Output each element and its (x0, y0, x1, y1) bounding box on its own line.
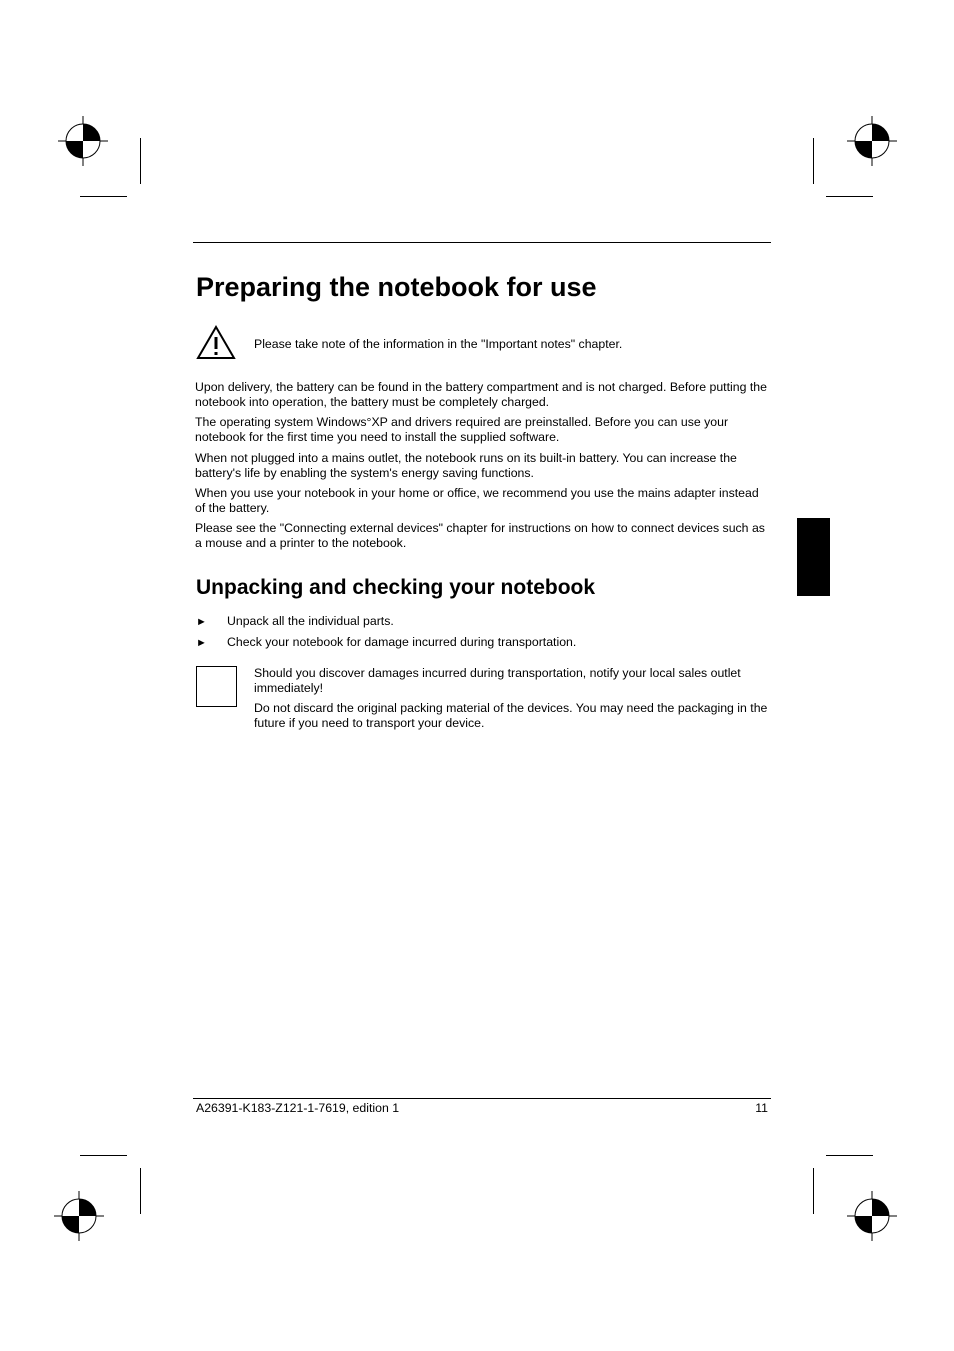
section-title: Unpacking and checking your notebook (196, 576, 596, 599)
paragraph: Upon delivery, the battery can be found in the battery compartment and is not charged. Before putting the notebook into operation, the battery must be completely charged. (195, 380, 767, 409)
footer-doc-id: A26391-K183-Z121-1-7619, edition 1 (196, 1101, 400, 1115)
crop-line (140, 1168, 141, 1214)
list-item (196, 635, 576, 651)
list-item-text: Check your notebook for damage incurred during transportation. (227, 635, 577, 649)
crop-line (813, 1168, 814, 1214)
paragraph: The operating system Windows°XP and drivers required are preinstalled. Before you can use your notebook for the first time you need to install the supplied software. (195, 415, 729, 444)
chapter-tab-marker (797, 518, 830, 596)
header-rule (193, 242, 771, 243)
registration-mark-icon (58, 116, 108, 166)
list-item-text: Unpack all the individual parts. (227, 614, 394, 628)
registration-mark-icon (847, 116, 897, 166)
page-number: 11 (755, 1101, 768, 1115)
crop-line (80, 196, 127, 197)
note-text: Should you discover damages incurred during transportation, notify your local sales outlet immediately! (254, 666, 741, 695)
warning-triangle-icon (196, 325, 236, 360)
note-text: Do not discard the original packing material of the devices. You may need the packaging in the future if you need to transport your device. (254, 701, 768, 730)
crop-line (813, 138, 814, 184)
crop-line (80, 1155, 127, 1156)
bullet-arrow-icon: ► (196, 616, 207, 628)
note-box-icon (196, 666, 237, 707)
bullet-arrow-icon: ► (196, 637, 207, 649)
list-item (196, 614, 394, 630)
registration-mark-icon (54, 1191, 104, 1241)
footer-rule (193, 1098, 771, 1099)
paragraph: When you use your notebook in your home or office, we recommend you use the mains adapter instead of the battery. (195, 486, 759, 515)
paragraph: When not plugged into a mains outlet, the notebook runs on its built-in battery. You can increase the battery's life by enabling the system's energy saving functions. (195, 451, 737, 480)
crop-line (140, 138, 141, 184)
paragraph: Please see the "Connecting external devices" chapter for instructions on how to connect devices such as a mouse and a printer to the notebook. (195, 521, 765, 550)
registration-mark-icon (847, 1191, 897, 1241)
page-title: Preparing the notebook for use (196, 272, 597, 302)
crop-line (826, 196, 873, 197)
crop-line (826, 1155, 873, 1156)
warning-text: Please take note of the information in the "Important notes" chapter. (254, 337, 623, 351)
